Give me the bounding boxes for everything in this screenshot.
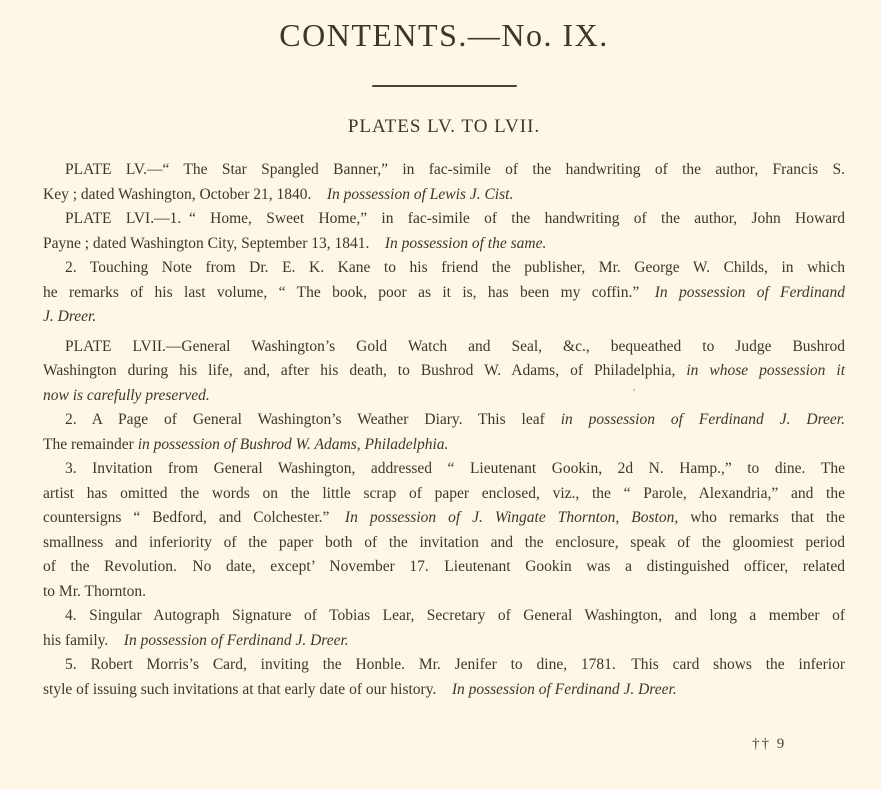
text-segment: In possession of Ferdinand <box>654 283 845 301</box>
text-segment: The remainder <box>43 435 138 453</box>
text-line <box>43 232 845 257</box>
text-line <box>43 482 845 507</box>
text-segment: smallness and inferiority of the paper both of the invitation and the enclosure, speak of the gloomiest period <box>43 533 845 551</box>
text-segment: In possession of Ferdinand J. Dreer. <box>451 680 677 698</box>
text-segment: now is carefully preserved. <box>43 386 210 404</box>
text-line <box>43 256 845 281</box>
text-segment: 2. Touching Note from Dr. E. K. Kane to his friend the publisher, Mr. George W. Childs, in which <box>65 259 845 276</box>
text-segment: In possession of Ferdinand J. Dreer. <box>123 631 349 649</box>
page-content <box>43 14 845 702</box>
text-line <box>43 359 845 384</box>
text-line <box>43 281 845 306</box>
text-line <box>43 678 845 703</box>
text-segment: In possession of Lewis J. Cist. <box>326 185 514 203</box>
text-segment: In possession of J. Wingate Thornton, Boston, <box>344 509 679 526</box>
text-line <box>43 183 845 208</box>
text-segment: 3. Invitation from General Washington, addressed “ Lieutenant Gookin, 2d N. Hamp.,” to dine. The <box>65 460 845 477</box>
text-line <box>43 158 845 183</box>
body-text <box>43 158 845 702</box>
text-segment: who remarks that the <box>678 509 845 526</box>
text-segment: J. Dreer. <box>43 308 97 325</box>
text-segment: Washington during his life, and, after his death, to Bushrod W. Adams, of Philadelphia, <box>43 362 687 379</box>
text-segment: artist has omitted the words on the little scrap of paper enclosed, viz., the “ Parole, Alexandria,” and the <box>43 484 845 502</box>
text-line <box>43 433 845 458</box>
text-segment: in whose possession it <box>686 362 846 379</box>
text-line <box>43 408 845 433</box>
page-title: CONTENTS.—No. IX. <box>279 17 609 53</box>
text-segment: in possession of Ferdinand J. Dreer. <box>560 411 845 428</box>
text-line <box>43 580 845 605</box>
text-segment: Payne ; dated Washington City, September 13, 1841. <box>43 234 385 252</box>
text-segment: In possession of the same. <box>384 234 547 252</box>
text-segment: style of issuing such invitations at that early date of our history. <box>43 680 452 698</box>
divider-rule <box>372 85 517 87</box>
text-segment: PLATE LVII.—General Washington’s Gold Watch and Seal, &c., bequeathed to Judge Bushrod <box>65 337 845 355</box>
text-line <box>43 335 845 360</box>
text-line <box>43 384 845 409</box>
text-segment: in possession of Bushrod W. Adams, Philadelphia. <box>137 435 449 453</box>
text-line <box>43 506 845 531</box>
text-line <box>43 604 845 629</box>
printer-signature-mark: †† 9 <box>752 736 787 752</box>
text-line <box>43 531 845 556</box>
text-segment: 5. Robert Morris’s Card, inviting the Honble. Mr. Jenifer to dine, 1781. This card shows the inferior <box>65 656 845 673</box>
text-segment: his family. <box>43 631 124 649</box>
text-line <box>43 629 845 654</box>
text-segment: Key ; dated Washington, October 21, 1840. <box>43 185 327 203</box>
text-segment: 2. A Page of General Washington’s Weather Diary. This leaf <box>65 411 561 428</box>
text-segment: to Mr. Thornton. <box>43 582 147 600</box>
text-segment: he remarks of his last volume, “ The book, poor as it is, has been my coffin.” <box>43 283 655 301</box>
text-line <box>43 305 845 330</box>
text-line <box>43 555 845 580</box>
text-segment: countersigns “ Bedford, and Colchester.” <box>43 509 345 526</box>
text-segment: of the Revolution. No date, except’ November 17. Lieutenant Gookin was a distinguished officer, related <box>43 558 845 575</box>
text-line <box>43 457 845 482</box>
text-segment: PLATE LVI.—1. “ Home, Sweet Home,” in fac-simile of the handwriting of the author, John Howard <box>65 210 845 227</box>
section-heading: PLATES LV. TO LVII. <box>347 116 541 137</box>
text-segment: 4. Singular Autograph Signature of Tobias Lear, Secretary of General Washington, and long a member of <box>65 607 845 624</box>
print-artifact: , <box>633 382 636 392</box>
text-line <box>43 653 845 678</box>
text-segment: PLATE LV.—“ The Star Spangled Banner,” in fac-simile of the handwriting of the author, Francis S. <box>65 161 845 178</box>
text-line <box>43 207 845 232</box>
